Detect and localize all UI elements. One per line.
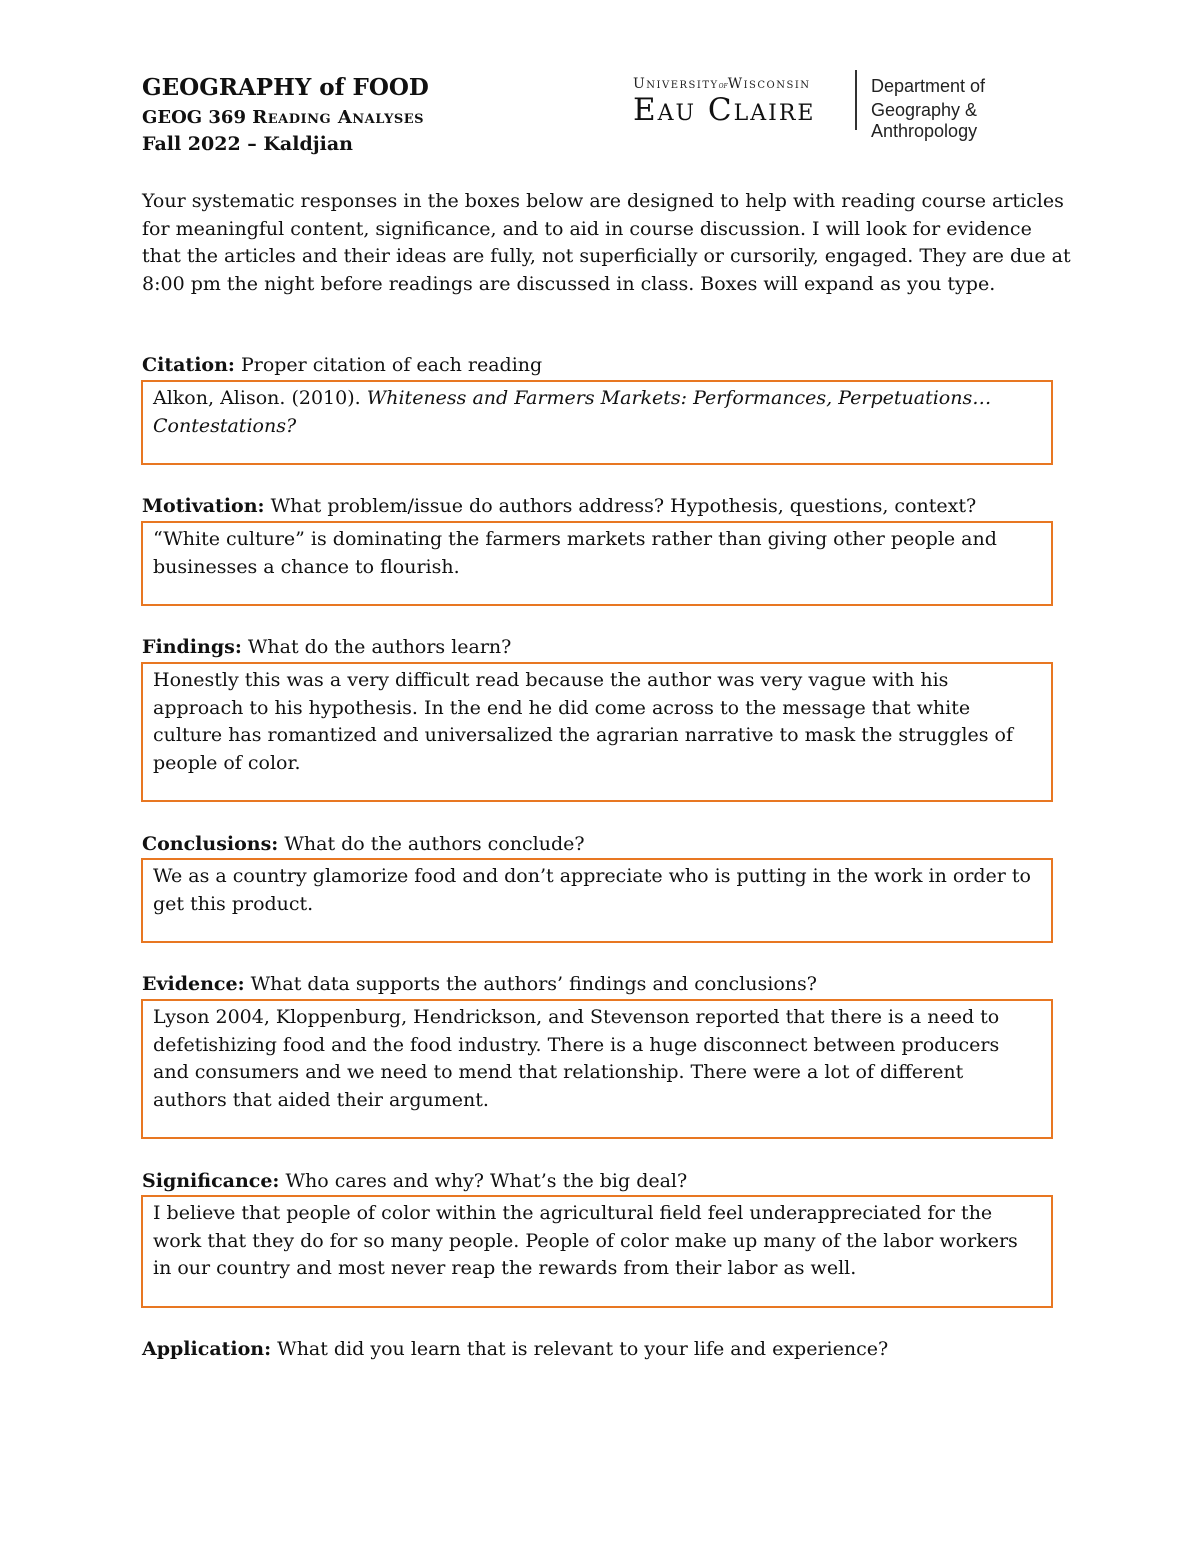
logo-department-line2: Geography & Anthropology	[871, 100, 978, 141]
logo-department-line1: Department of	[871, 76, 986, 96]
instructions-paragraph: Your systematic responses in the boxes below are designed to help with reading course articles for meaningful content, significance, and to aid in course discussion. I will look for evidence that the articles and their ideas are fully, not superficially or cursorily, engaged. They are due at 8:00 pm the night before readings are discussed in class. Boxes will expand as you type.	[142, 190, 1071, 295]
conclusions-answer-box[interactable]: We as a country glamorize food and don’t appreciate who is putting in the work in order to get this product.	[141, 858, 1053, 943]
course-code: GEOG 369	[142, 107, 246, 128]
citation-answer-box[interactable]: Alkon, Alison. (2010). Whiteness and Farmers Markets: Performances, Perpetuations…Contestations?	[141, 380, 1053, 465]
logo-university-line: UniversityofWisconsin	[633, 76, 811, 92]
logo-divider	[855, 70, 857, 130]
significance-answer-box[interactable]: I believe that people of color within the agricultural field feel underappreciated for the work that they do for so many people. People of color make up many of the labor workers in our country and most never reap the rewards from their labor as well.	[141, 1195, 1053, 1308]
significance-label: Significance: Who cares and why? What’s the big deal?	[142, 1170, 688, 1192]
findings-answer-box[interactable]: Honestly this was a very difficult read because the author was very vague with his approach to his hypothesis. In the end he did come across to the message that white culture has romantized and universalized the agrarian narrative to mask the struggles of people of color.	[141, 662, 1053, 802]
term-instructor: Fall 2022 – Kaldjian	[142, 133, 353, 155]
course-heading	[142, 107, 424, 128]
findings-label: Findings: What do the authors learn?	[142, 636, 512, 658]
application-label: Application: What did you learn that is relevant to your life and experience?	[142, 1338, 889, 1360]
evidence-label: Evidence: What data supports the authors’ findings and conclusions?	[142, 973, 817, 995]
evidence-answer-box[interactable]: Lyson 2004, Kloppenburg, Hendrickson, and Stevenson reported that there is a need to defetishizing food and the food industry. There is a huge disconnect between producers and consumers and we need to mend that relationship. There were a lot of different authors that aided their argument.	[141, 999, 1053, 1139]
logo-eau-claire: Eau Claire	[633, 92, 816, 128]
motivation-label: Motivation: What problem/issue do authors address? Hypothesis, questions, context?	[142, 495, 977, 517]
course-subtitle: Reading Analyses	[252, 107, 425, 128]
citation-label: Citation: Proper citation of each reading	[142, 354, 543, 376]
motivation-answer-box[interactable]: “White culture” is dominating the farmers markets rather than giving other people and businesses a chance to flourish.	[141, 521, 1053, 606]
university-logo	[633, 68, 1063, 141]
conclusions-label: Conclusions: What do the authors conclude?	[142, 833, 585, 855]
document-title: GEOGRAPHY of FOOD	[142, 74, 429, 101]
